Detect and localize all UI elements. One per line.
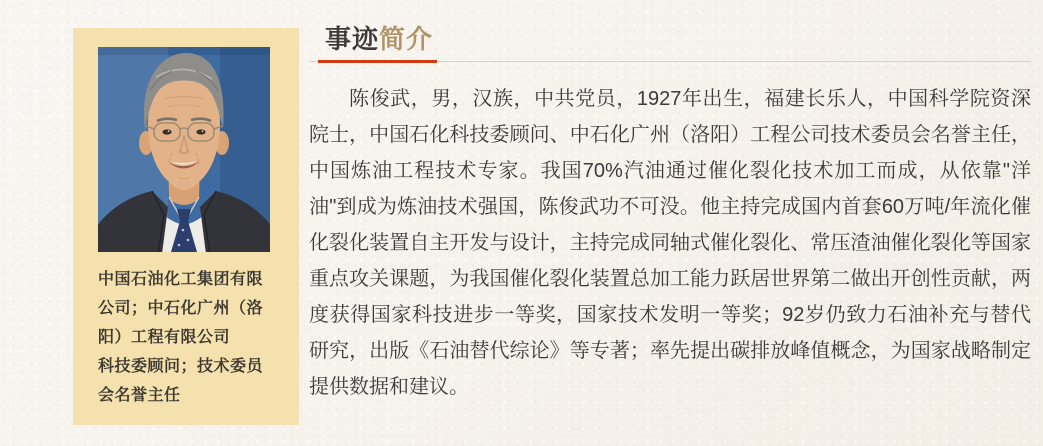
portrait-photo [98, 47, 270, 252]
section-title-primary: 事迹 [325, 24, 380, 54]
section-title [325, 24, 433, 54]
affiliation-text [98, 265, 274, 410]
affiliation-line-titles: 科技委顾问；技术委员会名誉主任 [98, 358, 264, 404]
title-divider-red-accent [318, 60, 437, 63]
biography-section [309, 20, 1031, 430]
title-divider [309, 61, 1031, 62]
affiliation-line-company: 中国石油化工集团有限公司；中石化广州（洛阳）工程有限公司 [98, 271, 264, 346]
section-title-accent: 简介 [379, 24, 434, 54]
profile-card [73, 28, 299, 425]
biography-paragraph: 陈俊武，男，汉族，中共党员，1927年出生，福建长乐人，中国科学院资深院士，中国石化科技委顾问、中石化广州（洛阳）工程公司技术委员会名誉主任，中国炼油工程技术专家。我国70%汽油通过催化裂化技术加工而成，从依靠"洋油"到成为炼油技术强国，陈俊武功不可没。他主持完成国内首套60万吨/年流化催化裂化装置自主开发与设计，主持完成同轴式催化裂化、常压渣油催化裂化等国家重点攻关课题，为我国催化裂化装置总加工能力跃居世界第二做出开创性贡献，两度获得国家科技进步一等奖，国家技术发明一等奖；92岁仍致力石油补充与替代研究，出版《石油替代综论》等专著；率先提出碳排放峰值概念，为国家战略制定提供数据和建议。 [309, 88, 1031, 398]
